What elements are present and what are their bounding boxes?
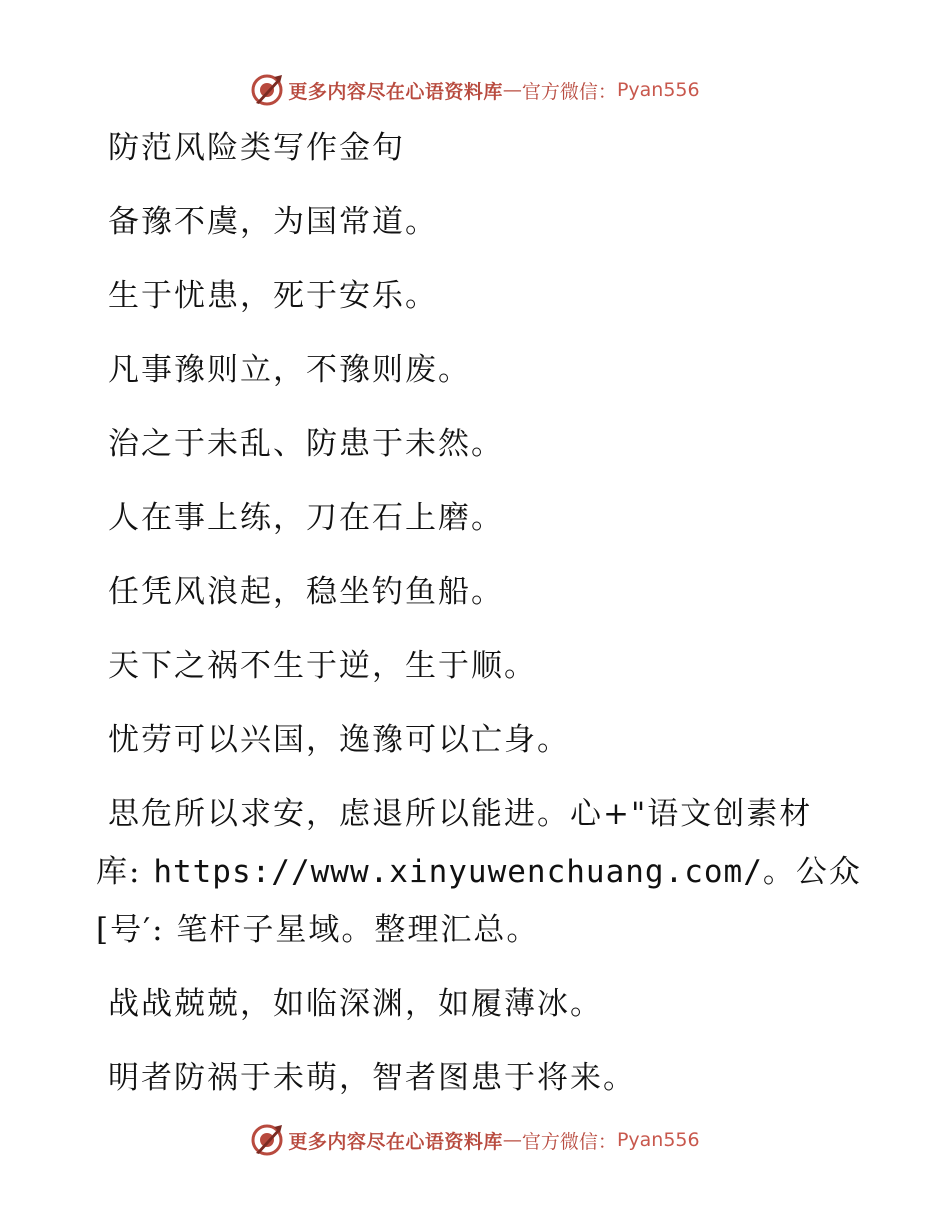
- watermark-official: 官方微信：: [521, 80, 617, 103]
- watermark-brand: 更多内容尽在心语资料库: [288, 1130, 503, 1153]
- quote-line: 忧劳可以兴国，逸豫可以亡身。: [108, 722, 570, 758]
- header-watermark: [0, 70, 950, 110]
- quote-line: 治之于未乱、防患于未然。: [108, 426, 504, 462]
- quote-line: 天下之祸不生于逆，生于顺。: [108, 648, 537, 684]
- watermark-wechat-id: Pyan556: [616, 79, 700, 101]
- quote-line: 任凭风浪起，稳坐钓鱼船。: [108, 574, 504, 610]
- paragraph-line-3: [号′: 笔杆子星域。整理汇总。: [96, 912, 540, 948]
- footer-watermark: [0, 1120, 950, 1160]
- quote-line: 人在事上练，刀在石上磨。: [108, 500, 504, 536]
- paragraph-line-2-suffix: 。公众: [762, 854, 862, 890]
- paragraph-line-2-prefix: 库:: [96, 854, 154, 890]
- quote-line: 战战兢兢，如临深渊，如履薄冰。: [108, 986, 603, 1022]
- quote-paragraph: [96, 794, 876, 968]
- watermark-official: 官方微信：: [521, 1130, 617, 1153]
- watermark-wechat-id: Pyan556: [616, 1129, 700, 1151]
- website-url: https://www.xinyuwenchuang.com/: [153, 854, 763, 890]
- quote-line: 备豫不虞，为国常道。: [108, 204, 438, 240]
- watermark-dash: —: [502, 1129, 522, 1151]
- watermark-dash: —: [502, 79, 522, 101]
- watermark-brand: 更多内容尽在心语资料库: [288, 80, 503, 103]
- quote-line: 凡事豫则立，不豫则废。: [108, 352, 471, 388]
- paragraph-line-1: 思危所以求安，虑退所以能进。心+"语文创素材: [108, 796, 813, 832]
- page-title: 防范风险类写作金句: [108, 130, 405, 166]
- quill-logo-icon: [250, 1123, 284, 1157]
- quote-line: 生于忧患，死于安乐。: [108, 278, 438, 314]
- paragraph-line-2: [96, 852, 876, 910]
- quote-line: 明者防祸于未萌，智者图患于将来。: [108, 1060, 636, 1096]
- quill-logo-icon: [250, 73, 284, 107]
